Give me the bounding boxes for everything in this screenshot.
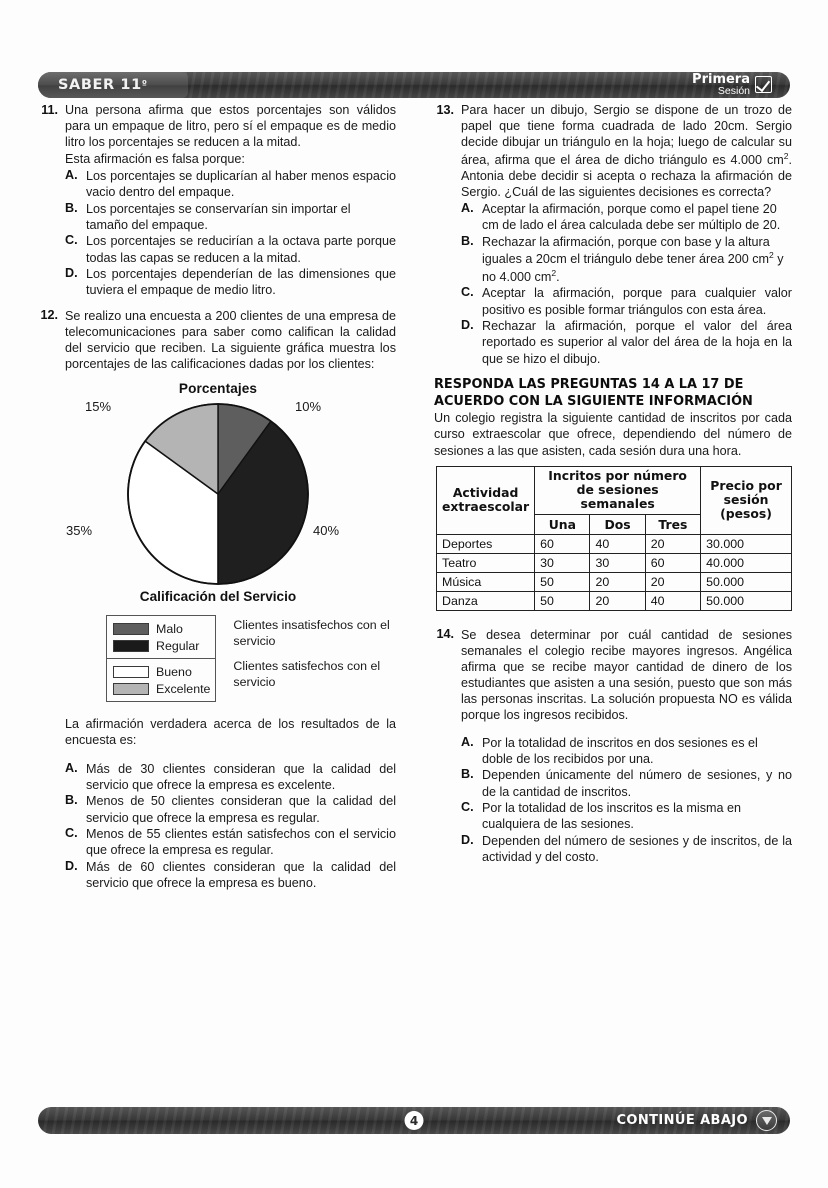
option-b-letter: B.	[461, 234, 474, 249]
option-a-text: Aceptar la afirmación, porque como el papel tiene 20 cm de lado el área calculada debe ser múltiplo de 20.	[482, 202, 781, 233]
swatch-regular-icon	[113, 640, 149, 652]
option-b[interactable]	[65, 201, 396, 233]
option-c-letter: C.	[461, 285, 474, 300]
option-b-letter: B.	[65, 793, 78, 808]
option-a-text: Más de 30 clientes consideran que la calidad del servicio que ofrece la empresa es excelente.	[86, 761, 396, 792]
legend-item-excelente	[113, 680, 210, 697]
pie-label-regular: 40%	[313, 523, 340, 539]
option-d-letter: D.	[65, 266, 78, 281]
question-11-options	[65, 168, 396, 299]
right-column	[430, 102, 792, 1087]
checkbox-checked-icon	[755, 76, 772, 93]
question-12	[38, 308, 396, 373]
table-header-price: Precio por sesión (pesos)	[701, 466, 792, 534]
option-d[interactable]	[461, 833, 792, 865]
chart-subtitle: Calificación del Servicio	[139, 589, 297, 605]
cell-tres: 20	[645, 572, 700, 591]
chart-title: Porcentajes	[178, 381, 258, 397]
option-b-text-part-a: Rechazar la afirmación, porque con base y la altura iguales a 20cm el triángulo debe tener área 200 cm	[482, 235, 770, 267]
legend-item-bueno	[113, 663, 210, 680]
cell-activity: Deportes	[437, 534, 535, 553]
option-b-text: Menos de 50 clientes consideran que la calidad del servicio que ofrece la empresa es regular.	[86, 794, 396, 825]
question-12-conclusion: La afirmación verdadera acerca de los resultados de la encuesta es:	[65, 717, 396, 748]
option-c[interactable]	[65, 233, 396, 265]
legend-section-unsatisfied	[107, 616, 215, 658]
info-heading-line-2: ACUERDO CON LA SIGUIENTE INFORMACIÓN	[434, 393, 753, 409]
info-heading-line-1: RESPONDA LAS PREGUNTAS 14 A LA 17 DE	[434, 376, 744, 392]
option-d-text: Rechazar la afirmación, porque el valor del área reportado es superior al valor del área de la hoja en la que se hizo el dibujo.	[482, 319, 792, 366]
option-a[interactable]	[461, 735, 792, 767]
cell-activity: Teatro	[437, 553, 535, 572]
option-d-letter: D.	[461, 833, 474, 848]
brand-badge	[38, 72, 188, 98]
info-paragraph: Un colegio registra la siguiente cantidad de inscritos por cada curso extraescolar que ofrece, dependiendo del número de sesiones a las que asisten, cada sesión dura una hora.	[434, 411, 792, 458]
option-c[interactable]	[461, 800, 792, 832]
option-d[interactable]	[461, 318, 792, 367]
pie-label-bueno: 35%	[66, 523, 93, 539]
page-footer-bar	[38, 1107, 790, 1134]
option-d-letter: D.	[461, 318, 474, 333]
chevron-down-circle-icon	[756, 1110, 777, 1131]
question-11	[38, 102, 396, 299]
extracurricular-table	[436, 466, 792, 611]
legend-desc-satisfied: Clientes satisfechos con el servicio	[233, 659, 381, 690]
table-row	[437, 572, 792, 591]
legend-label-excelente: Excelente	[156, 681, 211, 696]
option-a-letter: A.	[65, 167, 78, 182]
cell-precio: 50.000	[701, 572, 792, 591]
table-subheader-tres: Tres	[645, 514, 700, 534]
content-columns	[38, 102, 790, 1087]
question-12-options	[65, 761, 396, 892]
table-header-activity: Actividad extraescolar	[437, 466, 535, 534]
cell-una: 60	[535, 534, 590, 553]
option-c-letter: C.	[461, 800, 474, 815]
option-a[interactable]	[65, 168, 396, 200]
question-14-options	[461, 735, 792, 866]
table-header-row-1	[437, 466, 792, 514]
pie-label-excelente: 15%	[85, 399, 112, 415]
legend-label-bueno: Bueno	[156, 664, 192, 679]
option-d[interactable]	[65, 266, 396, 298]
option-b[interactable]	[65, 793, 396, 825]
option-b-superscript-1: 2	[769, 250, 774, 261]
pie-chart-graphic	[123, 399, 313, 589]
cell-una: 30	[535, 553, 590, 572]
option-c[interactable]	[461, 285, 792, 317]
question-12-stem: Se realizo una encuesta a 200 clientes de una empresa de telecomunicaciones para saber como califican la calidad del servicio que reciben. La siguiente gráfica muestra los porcentajes de las calificaciones dadas por los clientes:	[65, 308, 396, 372]
cell-dos: 20	[590, 591, 645, 610]
question-13-stem-superscript: 2	[783, 150, 789, 161]
option-d-letter: D.	[65, 859, 78, 874]
question-13	[434, 102, 792, 367]
option-a-text: Por la totalidad de inscritos en dos sesiones es el doble de los recibidos por una.	[482, 735, 758, 766]
continue-indicator	[616, 1110, 777, 1131]
option-b-text	[482, 234, 792, 285]
option-c-letter: C.	[65, 233, 78, 248]
option-b-letter: B.	[65, 200, 78, 215]
option-c-letter: C.	[65, 826, 78, 841]
page-number-badge: 4	[405, 1111, 424, 1130]
option-b-text: Dependen únicamente del número de sesiones, y no de la cantidad de inscritos.	[482, 768, 792, 799]
option-c[interactable]	[65, 826, 396, 858]
table-row	[437, 534, 792, 553]
table-row	[437, 591, 792, 610]
question-11-stem-2: Esta afirmación es falsa porque:	[65, 151, 245, 166]
page-header-bar	[38, 72, 790, 98]
option-b-superscript-2: 2	[551, 267, 557, 278]
option-a-letter: A.	[461, 201, 474, 216]
swatch-malo-icon	[113, 623, 149, 635]
swatch-excelente-icon	[113, 683, 149, 695]
table-subheader-dos: Dos	[590, 514, 645, 534]
option-b-letter: B.	[461, 767, 474, 782]
cell-dos: 30	[590, 553, 645, 572]
option-c-text: Por la totalidad de los inscritos es la misma en cualquiera de las sesiones.	[482, 801, 741, 832]
cell-activity: Danza	[437, 591, 535, 610]
legend-label-malo: Malo	[156, 621, 183, 636]
question-14	[434, 627, 792, 866]
option-b-text-mid: y no 4.000 cm	[482, 252, 784, 284]
question-13-number: 13.	[436, 102, 454, 117]
question-12-conclusion-block	[38, 716, 396, 891]
option-a-text: Los porcentajes se duplicarían al haber menos espacio vacio dentro del empaque.	[86, 168, 396, 199]
left-column	[38, 102, 412, 1087]
session-indicator	[692, 73, 786, 97]
cell-dos: 20	[590, 572, 645, 591]
question-12-number: 12.	[40, 308, 58, 323]
cell-precio: 40.000	[701, 553, 792, 572]
cell-una: 50	[535, 572, 590, 591]
brand-superscript: º	[141, 80, 148, 90]
table-header-sessions-group: Incritos por número de sesiones semanales	[535, 466, 701, 514]
table-subheader-una: Una	[535, 514, 590, 534]
option-a[interactable]	[461, 201, 792, 233]
table-row	[437, 553, 792, 572]
pie-label-malo: 10%	[295, 399, 322, 415]
question-14-number: 14.	[436, 627, 454, 642]
option-b[interactable]	[461, 767, 792, 799]
cell-tres: 20	[645, 534, 700, 553]
session-line-1: Primera	[692, 72, 750, 88]
legend-label-regular: Regular	[156, 638, 200, 653]
option-c-text: Los porcentajes se reducirían a la octava parte porque todas las capas se reducen a la mitad.	[86, 234, 396, 265]
option-c-text: Menos de 55 clientes están satisfechos con el servicio que ofrece la empresa es regular.	[86, 827, 396, 858]
brand-label: SABER 11	[58, 77, 142, 93]
legend-item-malo	[113, 620, 210, 637]
cell-tres: 60	[645, 553, 700, 572]
swatch-bueno-icon	[113, 666, 149, 678]
option-d[interactable]	[65, 859, 396, 891]
cell-precio: 30.000	[701, 534, 792, 553]
option-a-letter: A.	[65, 760, 78, 775]
continue-label: CONTINÚE ABAJO	[616, 1113, 748, 1128]
option-d-text: Más de 60 clientes consideran que la calidad del servicio que ofrece la empresa es bueno.	[86, 860, 396, 891]
shared-info-block	[434, 377, 792, 459]
chart-legend	[106, 615, 406, 702]
option-d-text: Dependen del número de sesiones y de inscritos, de la actividad y del costo.	[482, 834, 792, 865]
legend-section-satisfied	[107, 658, 215, 701]
option-b-text: Los porcentajes se conservarían sin importar el tamaño del empaque.	[86, 201, 351, 232]
option-a-letter: A.	[461, 734, 474, 749]
cell-tres: 40	[645, 591, 700, 610]
cell-precio: 50.000	[701, 591, 792, 610]
session-line-2: Sesión	[717, 85, 750, 98]
legend-desc-unsatisfied: Clientes insatisfechos con el servicio	[233, 618, 390, 649]
question-14-stem: Se desea determinar por cuál cantidad de sesiones semanales el colegio recibe mayores ingresos. Angélica afirma que se recibe mayor cantidad de dinero de los estudiantes que asisten a una sesión, puesto que son más las personas inscritas. La solución propuesta NO es válida porque los ingresos recibidos.	[461, 627, 792, 723]
question-13-options	[461, 201, 792, 367]
cell-activity: Música	[437, 572, 535, 591]
legend-item-regular	[113, 637, 210, 654]
question-13-stem-part-a: Para hacer un dibujo, Sergio se dispone de un trozo de papel que tiene forma cuadrada de lado 20cm. Sergio decide dibujar un triángulo en la hoja; luego de calcular su área, afirma que el área de dicho triángulo es 4.000 cm	[461, 103, 792, 167]
option-b[interactable]	[461, 234, 792, 285]
question-11-number: 11.	[41, 102, 58, 117]
cell-una: 50	[535, 591, 590, 610]
question-11-stem: Una persona afirma que estos porcentajes son válidos para un empaque de litro, pero sí el empaque es de medio litro los porcentajes se reducen a la mitad.	[65, 103, 396, 150]
question-13-stem	[461, 102, 792, 200]
cell-dos: 40	[590, 534, 645, 553]
option-a[interactable]	[65, 761, 396, 793]
option-c-text: Aceptar la afirmación, porque para cualquier valor positivo es posible formar triángulos con esta área.	[482, 286, 792, 317]
question-13-stem-part-b: . Antonia debe decidir si acepta o rechaza la afirmación de Sergio. ¿Cuál de las siguientes decisiones es correcta?	[461, 152, 792, 200]
pie-chart	[48, 381, 388, 609]
option-b-text-end: .	[556, 269, 560, 284]
option-d-text: Los porcentajes dependerían de las dimensiones que tuviera el empaque de medio litro.	[86, 267, 396, 298]
